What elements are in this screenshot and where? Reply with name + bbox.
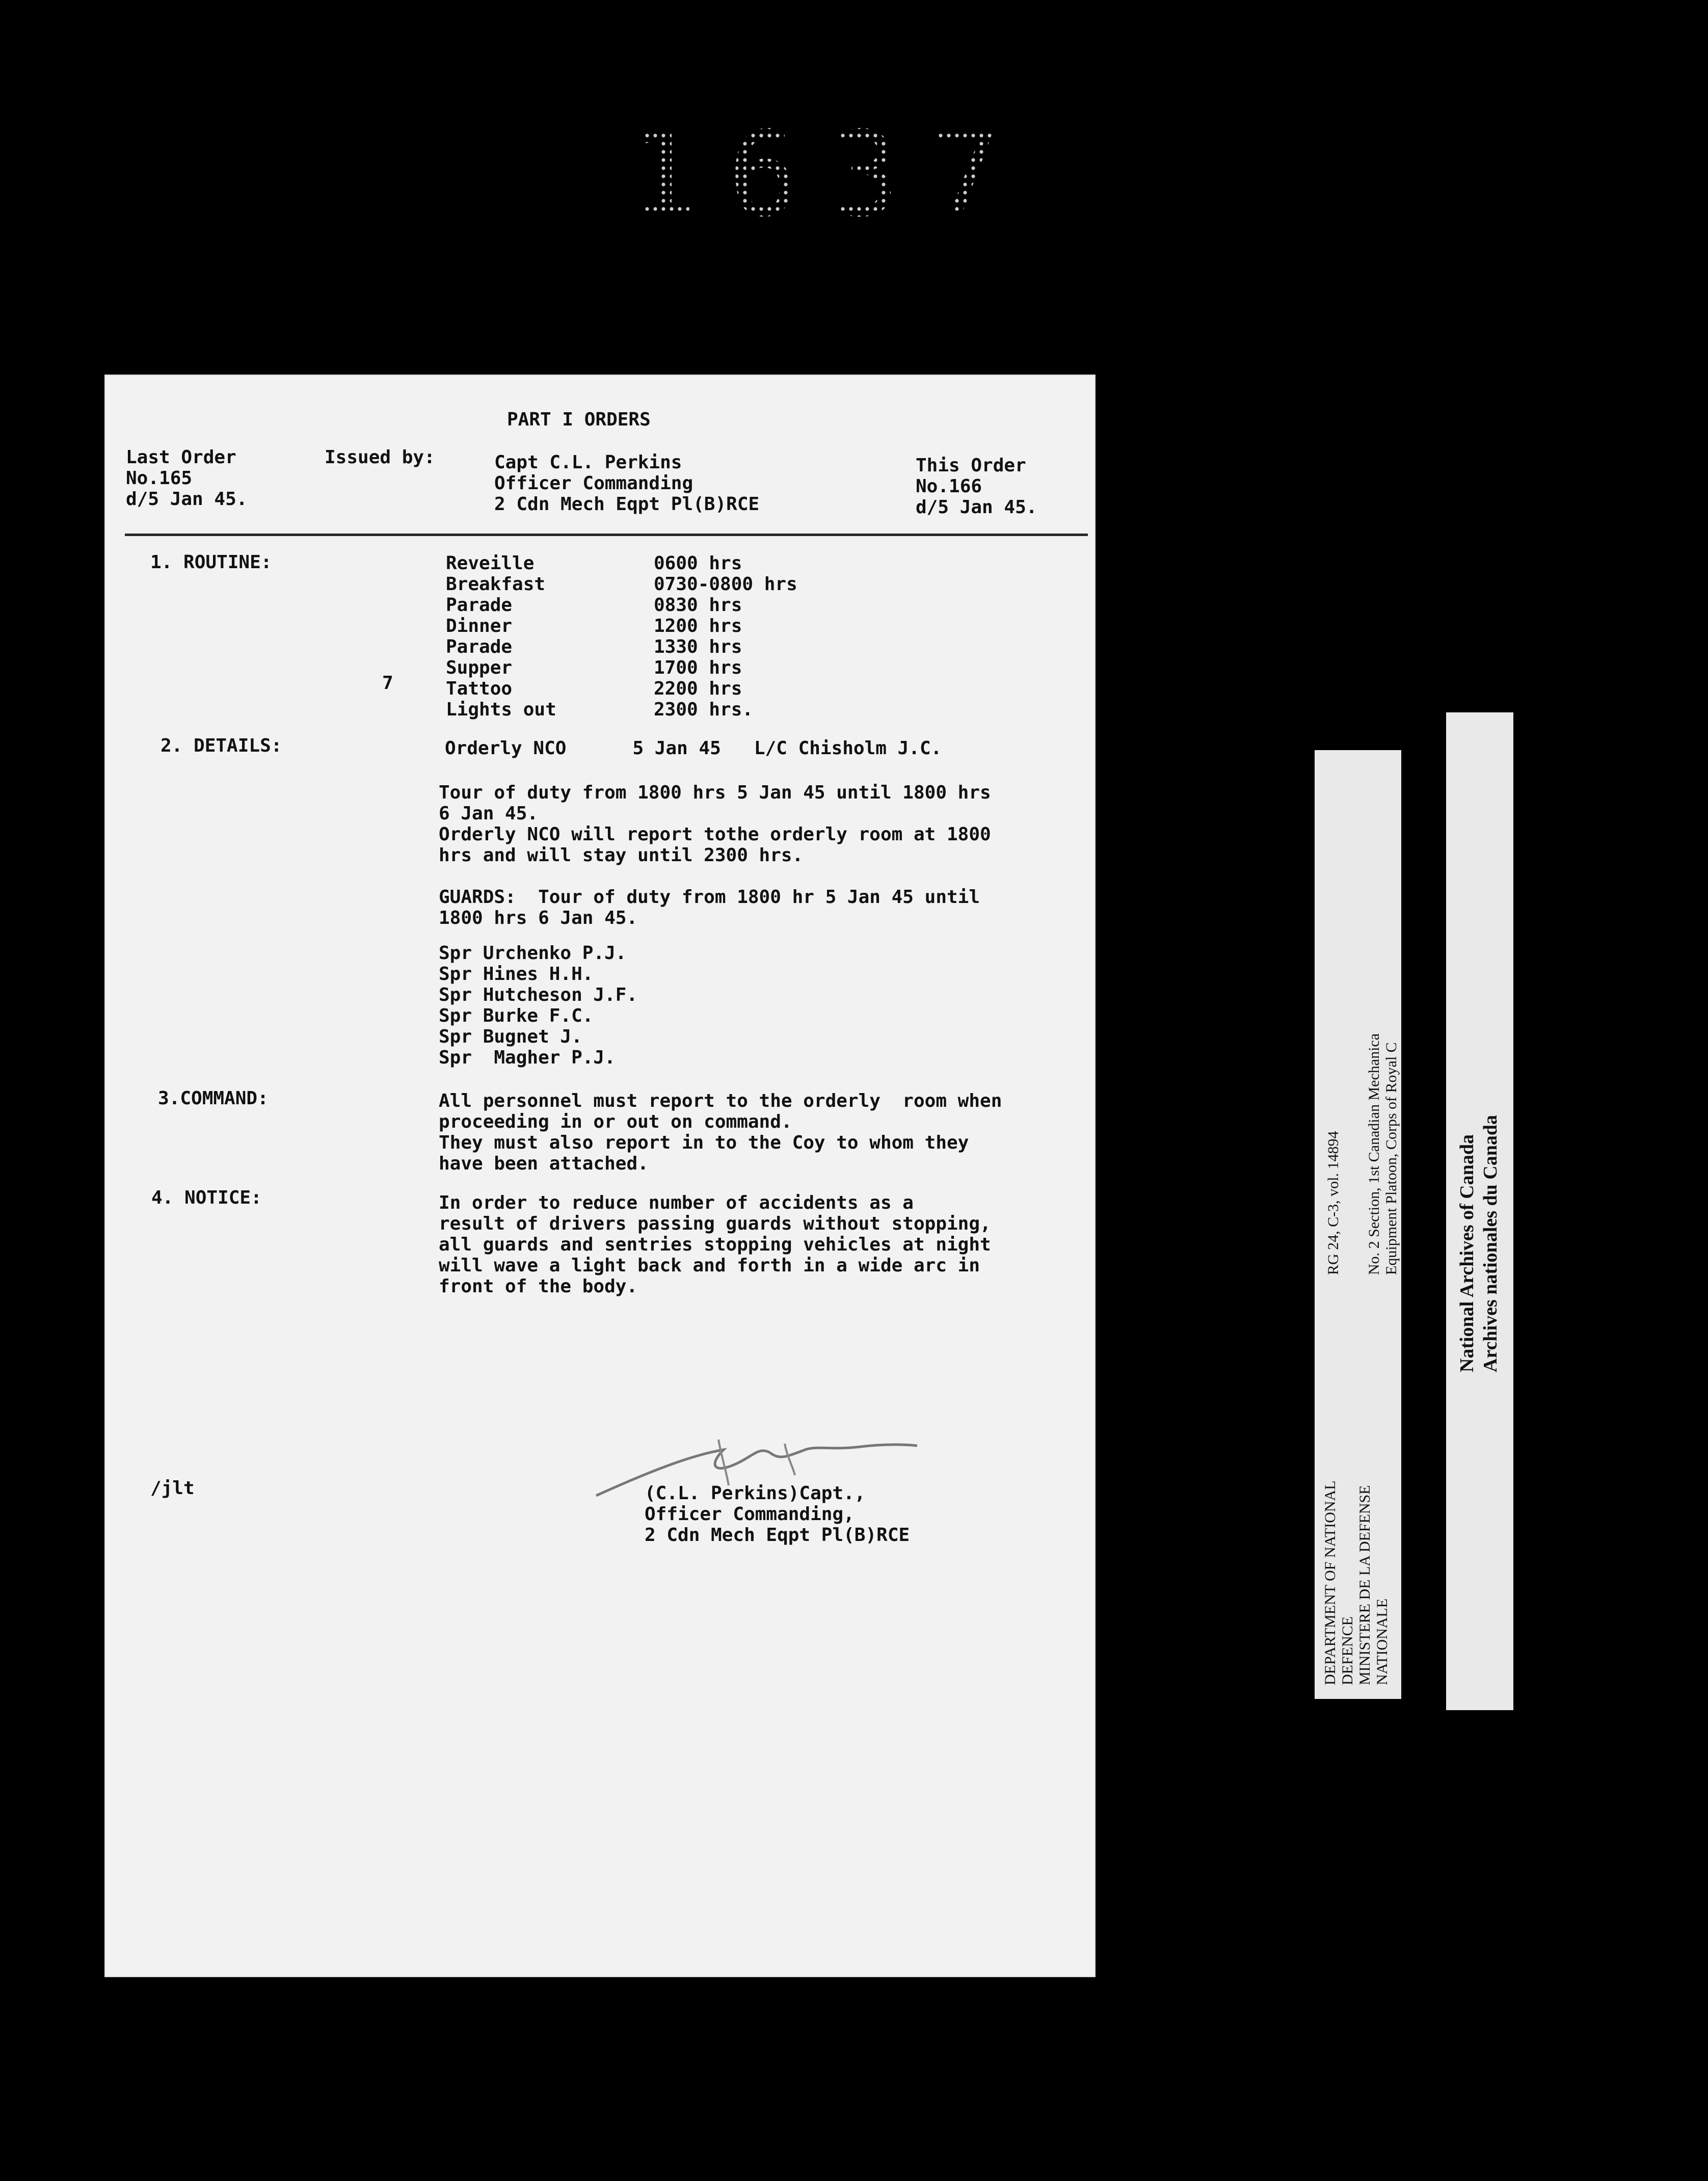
- notice-text: [439, 1192, 991, 1297]
- issued-by-line: Capt C.L. Perkins: [494, 452, 682, 473]
- routine-item-name: Reveille: [446, 553, 535, 574]
- signature-line: Officer Commanding,: [645, 1504, 855, 1525]
- issued-by-block: [494, 452, 759, 515]
- orderly-nco-line: Orderly NCO 5 Jan 45 L/C Chisholm J.C.: [445, 738, 942, 759]
- archives-line: National Archives of Canada: [1456, 1134, 1478, 1372]
- paragraph-line: All personnel must report to the orderly room when: [439, 1090, 1002, 1111]
- routine-item-time: 1200 hrs: [654, 616, 742, 636]
- department-line: DEFENCE: [1339, 1616, 1356, 1685]
- details-label: 2. DETAILS:: [161, 735, 282, 756]
- frame-number: 1637: [627, 107, 1031, 243]
- routine-names: [446, 553, 556, 720]
- national-archives-label: [1446, 712, 1513, 1710]
- routine-item-name: Breakfast: [446, 574, 546, 595]
- routine-margin-mark: 7: [382, 673, 393, 694]
- header-rule: [125, 534, 1088, 536]
- routine-item-time: 2300 hrs.: [654, 699, 754, 720]
- paragraph-line: GUARDS: Tour of duty from 1800 hr 5 Jan 45 until: [439, 887, 980, 908]
- signature-line: 2 Cdn Mech Eqpt Pl(B)RCE: [645, 1525, 910, 1546]
- issued-by-label: Issued by:: [325, 447, 435, 468]
- issued-by-line: Officer Commanding: [494, 473, 693, 494]
- department-line: NATIONALE: [1374, 1599, 1391, 1685]
- paragraph-line: Orderly NCO will report tothe orderly room at 1800: [439, 824, 991, 845]
- guard-name: Spr Bugnet J.: [439, 1026, 582, 1047]
- paragraph-line: Tour of duty from 1800 hrs 5 Jan 45 until 1800 hrs: [439, 782, 991, 803]
- tour-of-duty-text: [439, 782, 991, 866]
- routine-item-name: Tattoo: [446, 678, 513, 699]
- command-text: [439, 1090, 1002, 1174]
- last-order-line: d/5 Jan 45.: [126, 489, 248, 510]
- paragraph-line: will wave a light back and forth in a wide arc in: [439, 1255, 980, 1276]
- department-line: DEPARTMENT OF NATIONAL: [1322, 1480, 1339, 1685]
- description-line: Equipment Platoon, Corps of Royal C: [1383, 1042, 1400, 1275]
- department-text: [1322, 1480, 1391, 1685]
- description-line: No. 2 Section, 1st Canadian Mechanica: [1366, 1033, 1382, 1275]
- routine-item-name: Supper: [446, 657, 513, 678]
- paragraph-line: They must also report in to the Coy to whom they: [439, 1132, 969, 1153]
- guard-name: Spr Hutcheson J.F.: [439, 985, 638, 1005]
- paragraph-line: In order to reduce number of accidents as a: [439, 1192, 914, 1213]
- reference-number: RG 24, C-3, vol. 14894: [1325, 1131, 1342, 1275]
- paragraph-line: result of drivers passing guards without stopping,: [439, 1213, 991, 1234]
- guards-list: [439, 943, 637, 1068]
- guard-name: Spr Burke F.C.: [439, 1005, 594, 1026]
- routine-item-name: Parade: [446, 636, 513, 657]
- guard-name: Spr Magher P.J.: [439, 1047, 616, 1068]
- routine-item-name: Parade: [446, 595, 513, 616]
- paragraph-line: proceeding in or out on command.: [439, 1111, 792, 1132]
- guard-name: Spr Hines H.H.: [439, 964, 594, 985]
- signature-line: (C.L. Perkins)Capt.,: [645, 1483, 866, 1504]
- guards-text: [439, 887, 980, 928]
- document-page: [104, 375, 1096, 1977]
- routine-item-name: Lights out: [446, 699, 556, 720]
- national-archives-text: [1455, 1115, 1502, 1372]
- routine-item-time: 2200 hrs: [654, 678, 742, 699]
- paragraph-line: front of the body.: [439, 1276, 638, 1297]
- archives-line: Archives nationales du Canada: [1480, 1114, 1501, 1372]
- routine-item-time: 0730-0800 hrs: [654, 574, 797, 595]
- paragraph-line: hrs and will stay until 2300 hrs.: [439, 845, 804, 866]
- document-heading: PART I ORDERS: [507, 409, 651, 430]
- last-order-block: [126, 447, 247, 510]
- collection-description: [1366, 1033, 1400, 1275]
- typist-initials: /jlt: [150, 1478, 195, 1499]
- this-order-line: This Order: [916, 455, 1026, 476]
- paragraph-line: have been attached.: [439, 1153, 649, 1174]
- notice-label: 4. NOTICE:: [151, 1187, 262, 1208]
- signature-block: [645, 1483, 910, 1546]
- routine-item-time: 0830 hrs: [654, 595, 742, 616]
- routine-item-time: 1330 hrs: [654, 636, 742, 657]
- routine-item-time: 0600 hrs: [654, 553, 742, 574]
- guard-name: Spr Urchenko P.J.: [439, 943, 627, 964]
- routine-label: 1. ROUTINE:: [150, 552, 272, 573]
- this-order-line: No.166: [916, 476, 982, 497]
- routine-times: [654, 553, 797, 720]
- issued-by-line: 2 Cdn Mech Eqpt Pl(B)RCE: [494, 494, 760, 515]
- paragraph-line: 6 Jan 45.: [439, 803, 539, 824]
- last-order-line: Last Order: [126, 447, 236, 468]
- routine-item-name: Dinner: [446, 616, 513, 636]
- department-line: MINISTERE DE LA DEFENSE: [1356, 1485, 1373, 1685]
- command-label: 3.COMMAND:: [158, 1088, 269, 1109]
- paragraph-line: all guards and sentries stopping vehicles at night: [439, 1234, 991, 1255]
- this-order-block: [916, 455, 1037, 518]
- routine-item-time: 1700 hrs: [654, 657, 742, 678]
- last-order-line: No.165: [126, 468, 193, 489]
- archive-reference-label: [1315, 750, 1401, 1699]
- paragraph-line: 1800 hrs 6 Jan 45.: [439, 908, 638, 928]
- this-order-line: d/5 Jan 45.: [916, 497, 1037, 518]
